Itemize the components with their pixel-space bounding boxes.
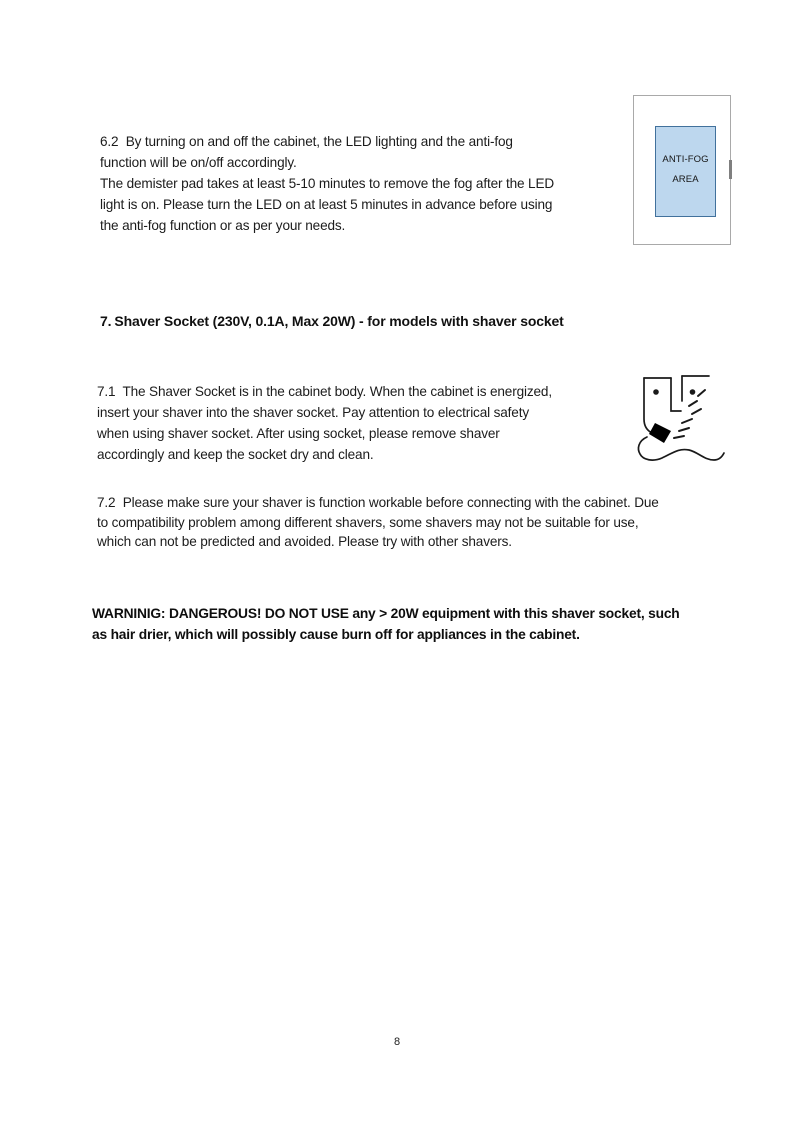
paragraph-line: 7.1 The Shaver Socket is in the cabinet body. When the cabinet is energized,	[97, 384, 552, 399]
paragraph-line: which can not be predicted and avoided. Please try with other shavers.	[97, 534, 512, 549]
warning-text	[92, 604, 680, 645]
paragraph-line: insert your shaver into the shaver socket. Pay attention to electrical safety	[97, 405, 529, 420]
mirror-handle	[729, 160, 732, 179]
paragraph-line: The demister pad takes at least 5-10 minutes to remove the fog after the LED	[100, 176, 555, 191]
paragraph-line: 7.2 Please make sure your shaver is function workable before connecting with the cabinet. Due	[97, 495, 659, 510]
section-6-2	[100, 131, 554, 236]
antifog-label-line2: AREA	[672, 174, 699, 185]
paragraph-line: 6.2 By turning on and off the cabinet, the LED lighting and the anti-fog	[100, 134, 513, 149]
warning-line: as hair drier, which will possibly cause burn off for appliances in the cabinet.	[92, 626, 580, 642]
heading-number: 7.	[100, 313, 112, 329]
page-number: 8	[393, 1036, 401, 1048]
heading-title: Shaver Socket (230V, 0.1A, Max 20W) - for models with shaver socket	[114, 313, 564, 329]
antifog-diagram	[633, 95, 731, 245]
paragraph-line: accordingly and keep the socket dry and clean.	[97, 447, 374, 462]
section-7-2	[97, 493, 659, 552]
heading-shaver-socket	[100, 313, 564, 329]
antifog-label-line1: ANTI-FOG	[662, 154, 709, 165]
paragraph-line: to compatibility problem among different shavers, some shavers may not be suitable for use,	[97, 514, 639, 530]
paragraph-line: light is on. Please turn the LED on at least 5 minutes in advance before using	[100, 197, 553, 212]
antifog-area-panel	[655, 126, 716, 217]
paragraph-line: function will be on/off accordingly.	[100, 155, 297, 170]
paragraph-line: the anti-fog function or as per your needs.	[100, 218, 346, 233]
section-7-1	[97, 381, 552, 465]
shaver-face-icon	[626, 361, 748, 476]
warning-line: WARNINIG: DANGEROUS! DO NOT USE any > 20W equipment with this shaver socket, such	[92, 606, 680, 621]
paragraph-line: when using shaver socket. After using socket, please remove shaver	[97, 426, 500, 441]
